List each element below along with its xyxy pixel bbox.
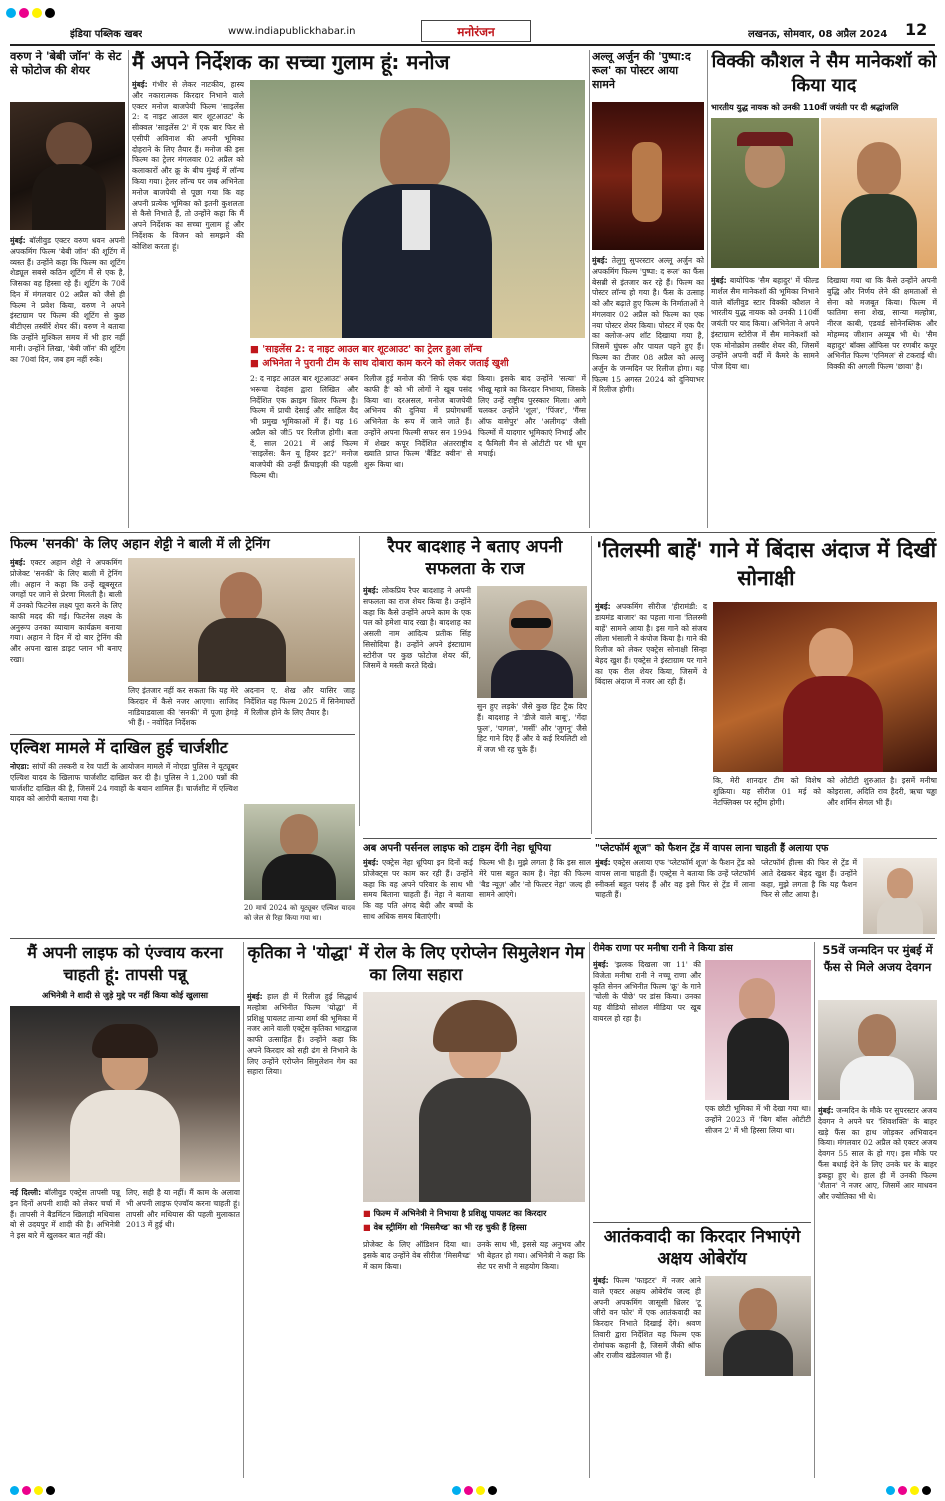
headline: अल्लू अर्जुन की 'पुष्पा:द रूल' का पोस्टर आया सामने [592,50,691,91]
body: तेलुगु सुपरस्टार अल्लू अर्जुन को अपकमिंग फिल्म 'पुष्पा: द रूल' का फैंस बेसब्री से इंतजार कर रहे हैं। फिल्म का पोस्टर लॉन्च हो गया है। फैंस के उत्साह को और बढ़ाते हुए फिल्म के निर्माताओं ने मंगलवार 02 अप्रैल को फिल्म का एक नया पोस्टर शेयर किया। पोस्टर में एक पैर का क्लोज-अप शॉट दिखाया गया है, जिसमें घुंघरू और पायल पहने हुए हैं। फिल्म का टीजर 08 अप्रैल को अल्लू अर्जुन के जन्मदिन पर रिलीज होगा। यह फिल्म 15 अगस्त 2024 को दुनियाभर में रिलीज होगी। [592,256,704,395]
story-taapsee [10,942,240,1478]
body-col1 [132,80,244,380]
story-varun [10,50,125,530]
bullet-text-1: 'साइलेंस 2: द नाइट आउल बार शूटआउट' का ट्रेलर हुआ लॉन्च [262,344,482,355]
headline: एल्विश मामले में दाखिल हुई चार्जशीट [10,738,228,757]
section-title [421,20,531,42]
headline: फिल्म 'सनकी' के लिए अहान शेट्टी ने बाली में ली ट्रेनिंग [10,537,270,552]
body-col2: प्लेटफॉर्म हील्स की फिर से ट्रेंड में आते देखकर बेहद खुश हैं। उन्होंने कहा, मुझे लगता है कि यह फैशन फिर से लौट आया है। [761,858,857,900]
masthead-rule [10,44,935,46]
elvish-photo [244,804,355,900]
headline: रैपर बादशाह ने बताए अपनी सफलता के राज [387,537,563,579]
bullet-text-2: वेब स्ट्रीमिंग शो 'मिसमैच्ड' का भी रह चुकी हैं हिस्सा [373,1222,527,1232]
divider [589,942,590,1478]
badshah-photo [477,586,587,698]
rule [595,838,937,839]
divider [591,536,592,834]
body: 'झलक दिखला जा 11' की विजेता मनीषा रानी ने नच्चू राणा और कृति सेनन अभिनीत फिल्म 'क्रू' के गाने 'चोली के पीछे' पर डांस किया। उनका यह वीडियो सोशल मीडिया पर खूब वायरल हो रहा है। [593,960,701,1023]
story-elvish [10,738,355,934]
headline: वरुण ने 'बेबी जॉन' के सेट से फोटोज की शेयर [10,50,122,77]
body-col1 [593,1276,701,1478]
kritika-photo [363,992,585,1202]
taapsee-photo [10,1006,240,1182]
rule [593,1222,811,1223]
body: बॉलीवुड एक्टर वरुण धवन अपनी अपकमिंग फिल्म 'बेबी जॉन' की शूटिंग में व्यस्त हैं। उन्होंने कहा कि फिल्म का शूटिंग शेड्यूल सबसे कठिन शूटिंग में से एक है, जिसका वह हिस्सा रहे हैं। शूटिंग के 70वें दिन में मंगलवार 02 अप्रैल को जैसे ही फिल्म ने प्रवेश किया, वरुण ने अपने इंस्टाग्राम पर फिल्म की शूटिंग से कुछ बीटीएस तस्वीरें शेयर कीं। वरुण ने बताया कि उन्होंने मुश्किल समय में भी हार नहीं मानी। उन्होंने लिखा, 'बेबी जॉन' की शूटिंग का 70वां दिन, जब हम नहीं रुके। [10,236,125,364]
section-rule [10,532,935,533]
lead: मुंबई: [593,960,609,969]
body-col1 [593,960,701,1220]
headline: अब अपनी पर्सनल लाइफ को टाइम देंगी नेहा धूपिया [363,843,552,854]
story-sonakshi [595,536,937,834]
divider [359,536,360,826]
section-rule [10,938,935,939]
body-col2: 2: द नाइट आउल बार शूटआउट' अबन भरूचा देवहंस द्वारा लिखित और निर्देशित एक क्राइम थ्रिलर फिल्म है। फिल्म में प्राची देसाई और साहिल वैद भी प्रमुख भूमिकाओं में हैं। यह 16 अप्रैल को जी5 पर रिलीज होगी। बता दें, साल 2021 में आई फिल्म 'साइलेंस: कैन यू हियर इट?' मनोज बाजपेयी की उन्हीं फ्रैंचाइज़ी की पहली फिल्म थी। [250,374,358,481]
lead: मुंबई: [363,858,379,867]
headline: "प्लेटफॉर्म शूज" को फैशन ट्रेंड में वापस लाना चाहती हैं अलाया एफ [595,843,829,854]
body-col1 [711,276,819,530]
photo-caption: 20 मार्च 2024 को यूट्यूबर एल्विश यादव को जेल से रिहा किया गया था। [244,904,355,922]
headline: 'तिलस्मी बाहें' गाने में बिंदास अंदाज में दिखीं सोनाक्षी [595,538,937,590]
bullet-2: ■ अभिनेता ने पुरानी टीम के साथ दोबारा काम करने को लेकर जताई खुशी [250,358,509,369]
body: बॉलीवुड एक्ट्रेस तापसी पन्नू इन दिनों अपनी शादी को लेकर चर्चा में हैं। तापसी ने बैडमिंटन खिलाड़ी मथियास बो से उदयपुर में शादी की है। अभिनेत्री ने इस बारे में खुलकर बात नहीं की। [10,1188,120,1241]
lead: मुंबई: [592,256,608,265]
body-text [10,236,125,530]
lead: नोएडा: [10,762,30,771]
story-ajay [818,942,937,1478]
body: अपकमिंग सीरीज 'हीरामंडी: द डायमंड बाजार' का पहला गाना 'तिलस्मी बाहें' सामने आया है। इस गाने को संजय लीला भंसाली ने कंपोज किया है। गाने की रिलीज को लेकर एक्ट्रेस सोनाक्षी सिन्हा बेहद खुश हैं। एक्ट्रेस ने इंस्टाग्राम पर गाने का एक रील शेयर किया, जिसमें वे बिंदास अंदाज में नजर आ रही हैं। [595,602,707,687]
body-col2: प्रोजेक्ट के लिए ऑडिशन दिया था। इसके बाद उन्होंने वेब सीरीज 'मिसमैच्ड' में काम किया। [363,1240,471,1271]
headline: रीमेक राणा पर मनीषा रानी ने किया डांस [593,943,733,954]
body-col2: एक छोटी भूमिका में भी देखा गया था। उन्होंने 2023 में 'बिग बॉस ओटीटी सीजन 2' में भी हिस्सा लिया था। [705,1104,811,1135]
body-col2: लिए, सही है या नहीं। मैं काम के अलावा भी अपनी लाइफ एंज्वॉय करना चाहती हूं। तापसी और मथियास की पहली मुलाकात 2013 में हुई थी। [126,1188,240,1230]
manisha-photo [705,960,811,1100]
varun-photo [10,102,125,230]
vicky-photo [821,118,937,268]
bullet-1: ■ फिल्म में अभिनेत्री ने निभाया है प्रशिक्षु पायलट का किरदार [363,1208,547,1218]
story-badshah [363,536,587,834]
headline: आतंकवादी का किरदार निभाएंगे अक्षय ओबेरॉय [603,1227,801,1269]
rule [363,838,591,839]
body-col1 [595,858,755,934]
headline: विक्की कौशल ने सैम मानेकशॉ को किया याद [711,51,937,96]
subhead: भारतीय युद्ध नायक को उनकी 110वीं जयंती पर दी श्रद्धांजलि [711,102,899,112]
body: फिल्म 'फाइटर' में नजर आने वाले एक्टर अक्षय ओबेरॉय जल्द ही अपनी अपकमिंग जासूसी थ्रिलर 'टू जीरो वन फोर' में एक आतंकवादी का किरदार निभाते दिखाई देंगे। श्रवण तिवारी द्वारा निर्देशित यह फिल्म एक रोमांचक कहानी है, जिसमें जैकी श्रॉफ और राजीव खंडेलवाल भी हैं। [593,1276,701,1361]
story-ahaan [10,536,355,730]
alaya-photo [863,858,937,934]
story-kritika [247,942,585,1478]
lead: मुंबई: [247,992,263,1001]
body-col2: सुन हुए लड़के' जैसे कुछ हिट ट्रैक दिए हैं। बादशाह ने 'डीजे वाले बाबू', 'गेंदा फूल', 'पागल', 'मर्सी' और 'जुगनू' जैसे हिट गाने दिए हैं और वे कई रियलिटी शो में जज भी रह चुके हैं। [477,702,587,755]
ajay-photo [818,1000,937,1100]
body-col1 [363,586,471,834]
rule [10,734,355,735]
lead: मुंबई: [132,80,148,89]
lead: मुंबई: [818,1106,834,1115]
story-allu [592,50,704,530]
story-vicky [711,50,937,530]
body-col4: किया। इसके बाद उन्होंने 'सत्या' में भीखू म्हात्रे का किरदार निभाया, जिसके लिए उन्हें राष्ट्रीय पुरस्कार मिला। आगे चलकर उन्होंने 'शूल', 'पिंजर', 'गैंग्स ऑफ वासेपुर' और 'अलीगढ़' जैसी फिल्मों में यादगार भूमिकाएं निभाईं और द फैमिली मैन से ओटीटी पर भी धूम मचाई। [478,374,586,459]
divider [814,942,815,1478]
body-col2: कि, मेरी शानदार टीम को विशेष शुक्रिया। यह सीरीज 01 मई को नेटफ्लिक्स पर स्ट्रीम होगी। [713,776,821,807]
bullet-1: ■ 'साइलेंस 2: द नाइट आउल बार शूटआउट' का ट्रेलर हुआ लॉन्च [250,344,482,355]
akshay-photo [705,1276,811,1376]
body-col3: अदनान ए. शेख और यासिर जाह निर्देशित यह फिल्म 2025 में सिनेमाघरों में रिलीज होने के लिए तैयार है। [244,686,355,717]
body: लोकप्रिय रैपर बादशाह ने अपनी सफलता का राज शेयर किया है। उन्होंने कहा कि कैसे उन्होंने अपने काम के एक पल को हमेशा याद रखा है। बादशाह का असली नाम आदित्य प्रतीक सिंह सिसोदिया है। उन्होंने अपने इंस्टाग्राम स्टोरीज पर कुछ फोटोज शेयर कीं, जिसमें वे मस्ती करते दिखे। [363,586,471,671]
masthead [0,0,945,48]
body: सांपों की तस्करी व रेव पार्टी के आयोजन मामले में नोएडा पुलिस ने यूट्यूबर एल्विश यादव के खिलाफ चार्जशीट दाखिल कर दी है। पुलिस ने 1,200 पन्नों की चार्जशीट दाखिल की है, जिसमें 24 गवाहों के बयान शामिल हैं। चार्जशीट में एल्विश यादव को आरोपी बताया गया है। [10,762,238,804]
body-col1 [363,858,473,934]
story-manoj [132,50,587,530]
body-col1 [10,1188,120,1478]
page-number: 12 [905,20,928,39]
lead: नई दिल्ली: [10,1188,42,1197]
divider [243,942,244,1478]
lead: मुंबई: [363,586,379,595]
sonakshi-photo [713,602,937,772]
story-manisha [593,942,811,1220]
body: बायोपिक 'सैम बहादुर' में फील्ड मार्शल सैम मानेकशॉ की भूमिका निभाने वाले बॉलीवुड स्टार विक्की कौशल ने भारतीय युद्ध नायक को उनकी 110वीं जयंती पर याद किया। अभिनेता ने अपने इंस्टाग्राम स्टोरीज में सैम मानेकशॉ को एक मोनोक्रोम तस्वीर शेयर की, जिसमें उन्होंने अपनी वर्दी में कैमरे के सामने पोज दिया था। [711,276,819,372]
story-platform [595,842,937,934]
body-col2: दिखाया गया था कि कैसे उन्होंने अपनी बुद्धि और निर्णय लेने की क्षमताओं से सेना को मजबूत किया। फिल्म में फातिमा सना शेख, सान्या मल्होत्रा, नीरज काबी, एडवर्ड सोनेनब्लिक और मोहम्मद जीशान अय्यूब भी थे। 'सैम बहादुर' बॉक्स ऑफिस पर रणबीर कपूर अभिनीत फिल्म 'एनिमल' से टकराई थी। विक्की की अगली फिल्म 'छावा' है। [827,276,937,372]
lead: मुंबई: [10,558,26,567]
bullet-text-2: अभिनेता ने पुरानी टीम के साथ दोबारा काम करने को लेकर जताई खुशी [262,358,509,369]
body: जन्मदिन के मौके पर सुपरस्टार अजय देवगन ने अपने घर 'शिवशक्ति' के बाहर खड़े फैंस का हाथ जोड़कर अभिवादन किया। मंगलवार 02 अप्रैल को एक्टर अजय देवगन 55 साल के हो गए। इस मौके पर फैंस बधाई देने के लिए उनके घर के बाहर इकट्ठा हुए थे। हाल ही में उनकी फिल्म 'शैतान' ने नजर आए, जिसमें आर माधवन और ज्योतिका भी थे। [818,1106,937,1202]
body-col2: लिए इंतजार नहीं कर सकता कि यह मेरे किरदार में कैसे नजर आएगा। साजिद नाडियाडवाला की 'सनकी' में पूजा हेगड़े भी हैं। - नवोदित निर्देशक [128,686,238,728]
lead: मुंबई: [10,236,26,245]
divider [589,50,590,528]
register-marks-top [6,6,66,20]
bullet-text-1: फिल्म में अभिनेत्री ने निभाया है प्रशिक्षु पायलट का किरदार [373,1208,547,1218]
manoj-photo [250,80,585,338]
headline: कृतिका ने 'योद्धा' में रोल के लिए एरोप्लेन सिमुलेशन गेम का लिया सहारा [247,943,585,984]
ahaan-photo [128,558,355,682]
story-neha [363,842,591,934]
lead: मुंबई: [595,858,611,867]
section-label: मनोरंजन [457,25,495,39]
headline: 55वें जन्मदिन पर मुंबई में फैंस से मिले अजय देवगन [822,943,933,974]
subhead: अभिनेत्री ने शादी से जुड़े मुद्दे पर नहीं किया कोई खुलासा [41,990,209,1000]
body: एक्टर अहान शेट्टी ने अपकमिंग प्रोजेक्ट 'सनकी' के लिए बाली में ट्रेनिंग ली। अहान ने कहा कि उन्हें खूबसूरत जगहों पर जाने से प्रेरणा मिलती है। बाली में उनको फिटनेस लक्ष्य पूरा करने के लिए काफी मदद की गई। फिटनेस लक्ष्य के अनुरूप उनका व्यायाम कार्यक्रम बनाया गया। अहान ने दिन में दो बार ट्रेनिंग की और अपना खास डाइट प्लान भी बनाए रखा। [10,558,122,665]
register-marks-bottom [0,1484,945,1498]
body-col3: रिलीज हुई मनोज की 'सिर्फ एक बंदा काफी है' को भी लोगों ने खूब पसंद किया था। दरअसल, मनोज बाजपेयी अभिनय की दुनिया में प्रयोगधर्मी अभिनेता के रूप में जाने जाते हैं। उन्होंने अपना फिल्मी सफर सन 1994 में शेखर कपूर निर्देशित अंतरराष्ट्रीय ख्याति प्राप्त फिल्म 'बैंडिट क्वीन' से शुरू किया था। [364,374,472,470]
divider [707,50,708,528]
body-col1 [10,558,122,730]
body-text [592,256,704,530]
site-url[interactable]: www.indiapublickhabar.in [228,26,356,37]
headline: मैं अपनी लाइफ को एंज्वाय करना चाहती हूं: तापसी पन्नू [27,943,223,984]
body-col1 [247,992,357,1478]
body: गंभीर से लेकर नाटकीय, हास्य और नकारात्मक किरदार निभाने वाले एक्टर मनोज बाजपेयी फिल्म 'साइलेंस 2: द नाइट आउल बार शूटआउट' के सीक्वल 'साइलेंस 2' में एक बार फिर से एसीपी अविनाश की अपनी भूमिका दोहराने के लिए तैयार हैं। मनोज की इस फिल्म का ट्रेलर मंगलवार 02 अप्रैल को कलाकारों और क्रू के बीच मुंबई में लॉन्च किया गया। ट्रेलर लॉन्च पर जब अभिनेता मनोज बाजपेयी से पूछा गया कि वह अपनी प्रत्येक भूमिका को इतनी कुशलता से कैसे निभाते हैं, तो उन्होंने कहा कि मैं अपने निर्देशक का सच्चा गुलाम हूं और निर्देशक के विजन को समझने की कोशिश करता हूं। [132,80,244,251]
headline: मैं अपने निर्देशक का सच्चा गुलाम हूं: मनोज [132,50,450,74]
body-col3: को ओटीटी शुरुआत है। इसमें मनीषा कोइराला, अदिति राव हैदरी, ऋचा चड्ढा और शर्मिन सेगल भी हैं। [827,776,937,807]
dateline: लखनऊ, सोमवार, 08 अप्रैल 2024 [748,29,888,40]
body-text [818,1106,937,1478]
body-col2: फिल्म भी है। मुझे लगता है कि इस साल मेरे पास बहुत काम है। नेहा की फिल्म 'बैड न्यूज़' और 'नो फिल्टर नेहा' जल्द ही सामने आएंगे। [479,858,591,900]
manekshaw-photo [711,118,819,268]
lead: मुंबई: [593,1276,609,1285]
lead: मुंबई: [711,276,727,285]
lead: मुंबई: [595,602,611,611]
body: एक्ट्रेस नेहा धूपिया इन दिनों कई प्रोजेक्ट्स पर काम कर रही हैं। उन्होंने कहा कि वह अपने परिवार के साथ भी समय बिताना चाहती हैं। नेहा ने बताया कि वह पति अंगद बेदी और बच्चों के साथ अधिक समय बिताएंगी। [363,858,473,921]
body: हाल ही में रिलीज हुई सिद्धार्थ मल्होत्रा अभिनीत फिल्म 'योद्धा' में प्रशिक्षु पायलट तान्या शर्मा की भूमिका में नजर आने वाली एक्ट्रेस कृतिका भारद्वाज काफी उत्साहित हैं। उन्होंने कहा कि अपने किरदार को सही ढंग से निभाने के लिए उन्होंने एरोप्लेन सिमुलेशन गेम का सहारा लिया। [247,992,357,1077]
body-col1 [595,602,707,834]
body-text [10,762,238,934]
divider [128,50,129,528]
story-akshay [593,1226,811,1478]
paper-name: इंडिया पब्लिक खबर [70,29,143,40]
bullet-2: ■ वेब स्ट्रीमिंग शो 'मिसमैच्ड' का भी रह चुकी हैं हिस्सा [363,1222,527,1232]
pushpa-poster [592,102,704,250]
body: एक्ट्रेस अलाया एफ 'प्लेटफॉर्म शूज' के फैशन ट्रेंड को वापस लाना चाहती हैं। एक्ट्रेस ने बताया कि उन्हें प्लेटफॉर्म स्नीकर्स बहुत पसंद हैं और वह इसे फिर से ट्रेंड में लाना चाहती हैं। [595,858,755,900]
body-col3: उनके साथ भी, इससे यह अनुभव और भी बेहतर हो गया। अभिनेत्री ने कहा कि सेट पर सभी ने सहयोग किया। [477,1240,585,1271]
